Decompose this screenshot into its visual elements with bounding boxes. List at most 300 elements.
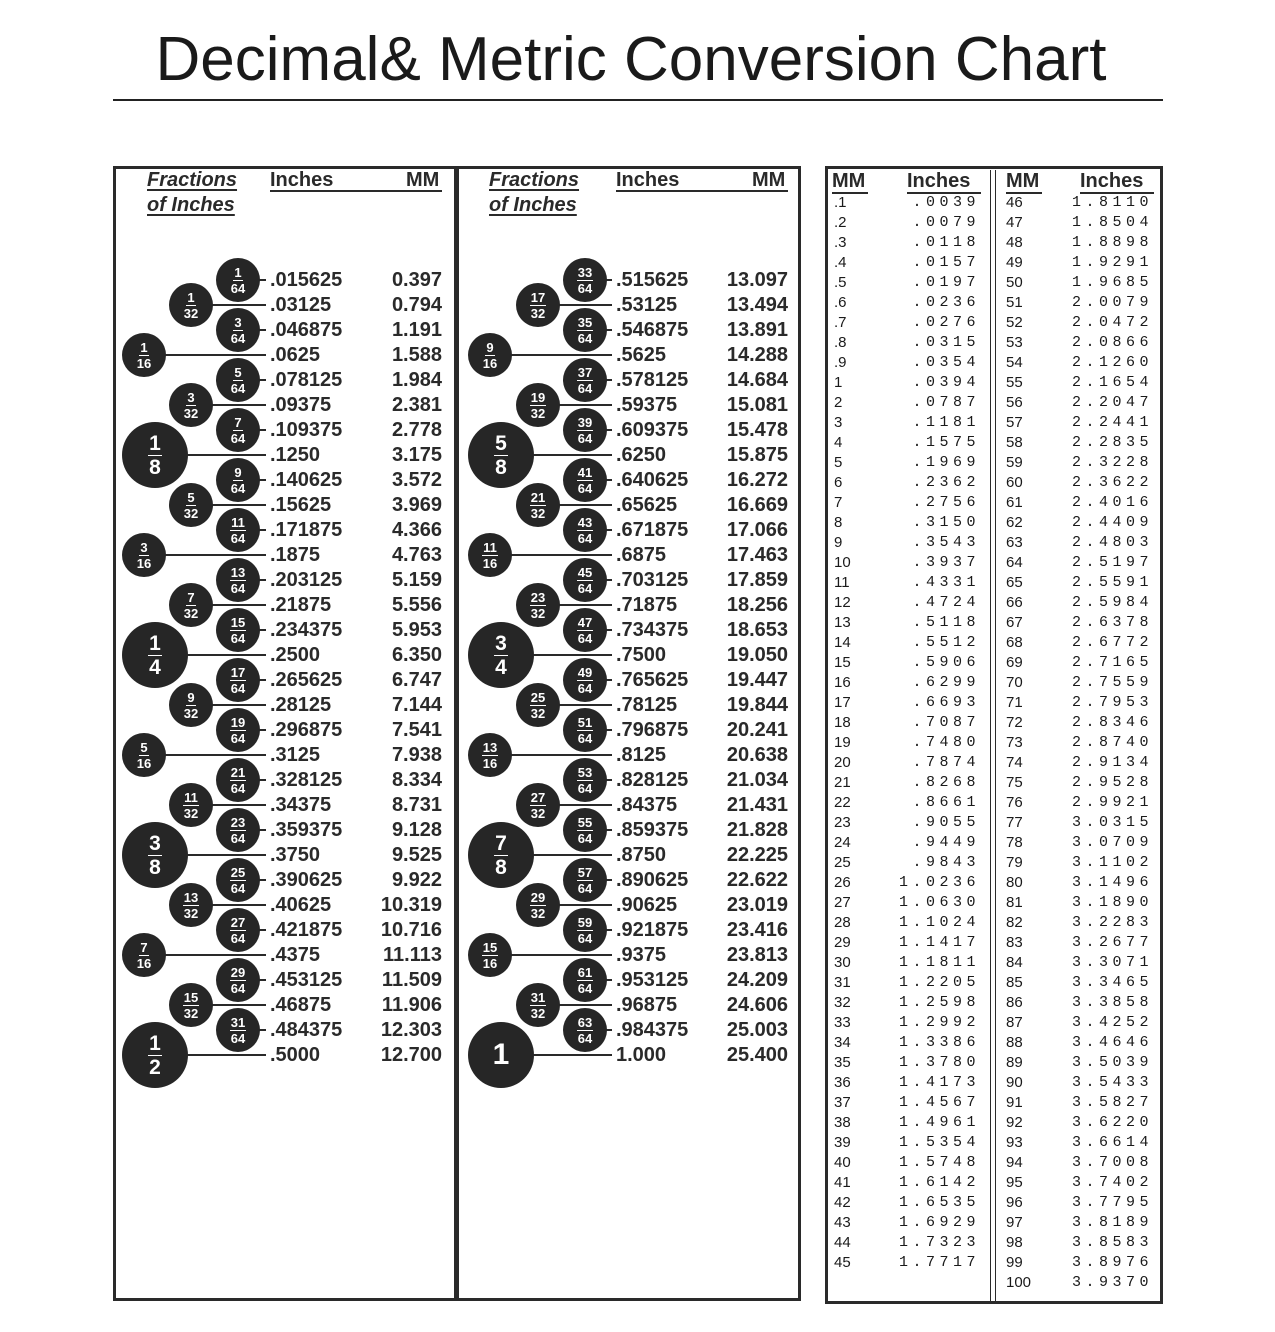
fraction-denominator: 64	[577, 880, 593, 896]
decimal-inches: .234375	[270, 619, 343, 641]
fraction-denominator: 32	[183, 305, 199, 321]
mm-value: 20	[834, 754, 851, 771]
inches-value: .0079	[912, 214, 980, 231]
decimal-inches: .21875	[270, 594, 332, 616]
decimal-inches: .4375	[270, 944, 321, 966]
mm-header: MM	[406, 169, 440, 191]
millimeters: 17.463	[726, 544, 788, 566]
inches-value: 2.7953	[1071, 694, 1153, 711]
mm-value: 92	[1006, 1114, 1023, 1131]
decimal-inches: .734375	[616, 619, 689, 641]
leader-line	[530, 854, 612, 856]
mm-value: 66	[1006, 594, 1023, 611]
fraction-numerator: 5	[187, 489, 195, 505]
inches-value: 3.2677	[1071, 934, 1153, 951]
fraction-circle	[122, 622, 188, 688]
mm-value: 14	[834, 634, 851, 651]
inches-value: 3.5433	[1071, 1074, 1153, 1091]
fraction-numerator: 15	[482, 939, 498, 955]
fraction-numerator: 23	[530, 589, 546, 605]
decimal-inches: .2500	[270, 644, 321, 666]
fraction-numerator: 13	[183, 889, 199, 905]
fraction-circle	[122, 822, 188, 888]
millimeters: 20.241	[726, 719, 788, 741]
fraction-circle	[516, 883, 560, 927]
inches-value: 1.8898	[1071, 234, 1153, 251]
mm-value: 65	[1006, 574, 1023, 591]
fraction-numerator: 63	[577, 1014, 593, 1030]
fraction-numerator: 41	[577, 464, 593, 480]
fraction-denominator: 4	[495, 655, 507, 679]
inches-header: Inches	[616, 168, 788, 192]
inches-value: .0354	[912, 354, 980, 371]
mm-value: 84	[1006, 954, 1023, 971]
millimeters: 15.081	[726, 394, 788, 416]
decimal-inches: .578125	[616, 369, 689, 391]
mm-value: 90	[1006, 1074, 1023, 1091]
fraction-circle	[169, 283, 213, 327]
inches-value: 2.9921	[1071, 794, 1153, 811]
inches-value: 3.5039	[1071, 1054, 1153, 1071]
fraction-numerator: 31	[230, 1014, 246, 1030]
decimal-inches: .90625	[616, 894, 678, 916]
fraction-numerator: 1	[234, 264, 242, 280]
fraction-numerator: 1	[187, 289, 195, 305]
mm-value: 78	[1006, 834, 1023, 851]
mm-value: 39	[834, 1134, 851, 1151]
fraction-circle	[216, 858, 260, 902]
inches-value: .0157	[912, 254, 980, 271]
inches-value: .5118	[912, 614, 980, 631]
mm-value: 82	[1006, 914, 1023, 931]
millimeters: 0.794	[391, 294, 442, 316]
decimal-inches: .09375	[270, 394, 332, 416]
fraction-denominator: 8	[149, 455, 161, 479]
mm-value: 19	[834, 734, 851, 751]
inches-value: 1.9685	[1071, 274, 1153, 291]
inches-value: 3.0315	[1071, 814, 1153, 831]
leader-line	[184, 854, 266, 856]
fraction-numerator: 19	[230, 714, 246, 730]
mm-value: 99	[1006, 1254, 1023, 1271]
inches-value: 2.2835	[1071, 434, 1153, 451]
fraction-circle	[169, 983, 213, 1027]
fraction-circle	[122, 733, 166, 777]
mm-value: 77	[1006, 814, 1023, 831]
fraction-circle	[216, 308, 260, 352]
fraction-denominator: 64	[577, 830, 593, 846]
fraction-numerator: 13	[482, 739, 498, 755]
millimeters: 14.288	[726, 344, 788, 366]
inches-value: 3.9370	[1071, 1274, 1153, 1291]
inches-value: .3543	[912, 534, 980, 551]
fraction-numerator: 17	[230, 664, 246, 680]
fraction-numerator: 17	[530, 289, 546, 305]
millimeters: 24.209	[726, 969, 788, 991]
fraction-denominator: 64	[577, 630, 593, 646]
inches-value: 2.0866	[1071, 334, 1153, 351]
inches-value: 3.0709	[1071, 834, 1153, 851]
fraction-circle	[216, 408, 260, 452]
mm-value: 7	[834, 494, 843, 511]
decimal-inches: .84375	[616, 794, 678, 816]
fraction-numerator: 3	[234, 314, 242, 330]
leader-line	[556, 904, 612, 906]
mm-value: 73	[1006, 734, 1023, 751]
decimal-inches: .171875	[270, 519, 343, 541]
leader-line	[508, 554, 612, 556]
fraction-denominator: 16	[482, 355, 498, 371]
inches-value: 2.9134	[1071, 754, 1153, 771]
mm-value: 86	[1006, 994, 1023, 1011]
fraction-numerator: 5	[234, 364, 242, 380]
mm-value: 25	[834, 854, 851, 871]
fraction-denominator: 64	[577, 780, 593, 796]
inches-value: 1.4173	[898, 1074, 980, 1091]
decimal-inches: .390625	[270, 869, 343, 891]
decimal-inches: .046875	[270, 319, 343, 341]
fraction-denominator: 32	[183, 605, 199, 621]
inches-value: .1969	[912, 454, 980, 471]
mm-value: 40	[834, 1154, 851, 1171]
inches-value: .5512	[912, 634, 980, 651]
inches-value: 2.5591	[1071, 574, 1153, 591]
inches-value: .6693	[912, 694, 980, 711]
millimeters: 6.350	[391, 644, 442, 666]
millimeters: 13.494	[726, 294, 788, 316]
page-title: Decimal& Metric Conversion Chart	[155, 25, 1107, 94]
inches-value: 1.1024	[898, 914, 980, 931]
mm-value: 62	[1006, 514, 1023, 531]
inches-value: 2.8346	[1071, 714, 1153, 731]
decimal-inches: .796875	[616, 719, 689, 741]
inches-value: .5906	[912, 654, 980, 671]
decimal-inches: .921875	[616, 919, 689, 941]
leader-line	[162, 954, 266, 956]
mm-value: 81	[1006, 894, 1023, 911]
millimeters: 15.875	[726, 444, 788, 466]
fraction-numerator: 3	[495, 631, 507, 655]
fraction-numerator: 29	[530, 889, 546, 905]
inches-value: 2.8740	[1071, 734, 1153, 751]
fraction-circle	[468, 822, 534, 888]
millimeters: 2.381	[391, 394, 442, 416]
inches-value: 1.2598	[898, 994, 980, 1011]
millimeters: 4.366	[391, 519, 442, 541]
fraction-circle	[468, 533, 512, 577]
mm-value: 67	[1006, 614, 1023, 631]
mm-value: 42	[834, 1194, 851, 1211]
fraction-denominator: 8	[149, 855, 161, 879]
fraction-denominator: 32	[530, 805, 546, 821]
inches-value: 1.5354	[898, 1134, 980, 1151]
mm-value: 38	[834, 1114, 851, 1131]
decimal-inches: .296875	[270, 719, 343, 741]
mm-value: .2	[834, 214, 847, 231]
fraction-denominator: 32	[530, 705, 546, 721]
millimeters: 3.572	[391, 469, 442, 491]
mm-value: 57	[1006, 414, 1023, 431]
inches-value: 1.7323	[898, 1234, 980, 1251]
mm-value: 36	[834, 1074, 851, 1091]
decimal-inches: .328125	[270, 769, 343, 791]
inches-value: 1.6535	[898, 1194, 980, 1211]
mm-value: 89	[1006, 1054, 1023, 1071]
decimal-inches: .59375	[616, 394, 678, 416]
fractions-header: Fractions	[147, 169, 238, 191]
mm-value: 16	[834, 674, 851, 691]
fraction-numerator: 29	[230, 964, 246, 980]
decimal-inches: .546875	[616, 319, 689, 341]
fraction-circle	[169, 683, 213, 727]
fraction-denominator: 32	[183, 905, 199, 921]
fraction-circle	[468, 422, 534, 488]
inches-value: .9055	[912, 814, 980, 831]
mm-value: 59	[1006, 454, 1023, 471]
mm-value: 98	[1006, 1234, 1023, 1251]
mm-value: 12	[834, 594, 851, 611]
mm-value: 41	[834, 1174, 851, 1191]
decimal-inches: .890625	[616, 869, 689, 891]
mm-value: .6	[834, 294, 847, 311]
fraction-denominator: 64	[230, 830, 246, 846]
mm-value: 83	[1006, 934, 1023, 951]
mm-value: 10	[834, 554, 851, 571]
fraction-denominator: 64	[577, 1030, 593, 1046]
inches-value: 3.3465	[1071, 974, 1153, 991]
fraction-denominator: 64	[230, 280, 246, 296]
inches-value: 1.4567	[898, 1094, 980, 1111]
inches-value: 1.3386	[898, 1034, 980, 1051]
fraction-denominator: 16	[482, 555, 498, 571]
fraction-denominator: 64	[577, 680, 593, 696]
fraction-numerator: 15	[230, 614, 246, 630]
leader-line	[162, 554, 266, 556]
millimeters: 15.478	[726, 419, 788, 441]
leader-line	[556, 704, 612, 706]
fraction-numerator: 49	[577, 664, 593, 680]
inches-value: 2.0079	[1071, 294, 1153, 311]
fraction-denominator: 32	[530, 905, 546, 921]
fraction-circle	[563, 758, 607, 802]
fraction-denominator: 64	[230, 880, 246, 896]
leader-line	[162, 754, 266, 756]
decimal-inches: .828125	[616, 769, 689, 791]
fraction-numerator: 61	[577, 964, 593, 980]
mm-table-divider	[990, 170, 991, 1302]
fraction-numerator: 1	[149, 1031, 161, 1055]
mm-value: 48	[1006, 234, 1023, 251]
mm-value: 60	[1006, 474, 1023, 491]
fraction-denominator: 64	[577, 580, 593, 596]
fraction-circle	[516, 383, 560, 427]
mm-value: 1	[834, 374, 843, 391]
fraction-denominator: 64	[230, 780, 246, 796]
inches-value: .2362	[912, 474, 980, 491]
millimeters: 13.097	[726, 269, 788, 291]
fraction-numerator: 15	[183, 989, 199, 1005]
millimeters: 10.319	[380, 894, 442, 916]
inches-value: 3.4646	[1071, 1034, 1153, 1051]
inches-header: Inches	[1080, 170, 1154, 194]
mm-header: MM	[832, 170, 868, 194]
inches-value: 2.5984	[1071, 594, 1153, 611]
fraction-denominator: 16	[136, 955, 152, 971]
mm-value: .4	[834, 254, 847, 271]
inches-value: .1181	[912, 414, 980, 431]
fraction-numerator: 37	[577, 364, 593, 380]
decimal-inches: .078125	[270, 369, 343, 391]
mm-value: 21	[834, 774, 851, 791]
fraction-circle	[216, 608, 260, 652]
fraction-circle	[216, 358, 260, 402]
mm-value: 74	[1006, 754, 1023, 771]
fraction-denominator: 16	[482, 955, 498, 971]
inches-value: 3.1890	[1071, 894, 1153, 911]
fraction-numerator: 55	[577, 814, 593, 830]
inches-value: .0276	[912, 314, 980, 331]
fraction-circle	[216, 808, 260, 852]
mm-value: 26	[834, 874, 851, 891]
fraction-circle	[468, 333, 512, 377]
millimeters: 9.128	[391, 819, 442, 841]
mm-value: .3	[834, 234, 847, 251]
inches-value: 1.0236	[898, 874, 980, 891]
mm-value: 5	[834, 454, 843, 471]
inches-value: .0315	[912, 334, 980, 351]
fraction-denominator: 32	[530, 405, 546, 421]
inches-value: 2.2441	[1071, 414, 1153, 431]
fraction-denominator: 8	[495, 455, 507, 479]
decimal-inches: .9375	[616, 944, 667, 966]
inches-value: 3.8583	[1071, 1234, 1153, 1251]
fraction-numerator: 9	[486, 339, 494, 355]
millimeters: 20.638	[726, 744, 788, 766]
inches-value: 1.1811	[898, 954, 980, 971]
mm-value: 75	[1006, 774, 1023, 791]
mm-value: 56	[1006, 394, 1023, 411]
mm-value: 30	[834, 954, 851, 971]
mm-value: 9	[834, 534, 843, 551]
inches-value: 1.5748	[898, 1154, 980, 1171]
fraction-numerator: 3	[149, 831, 161, 855]
millimeters: 18.256	[726, 594, 788, 616]
inches-value: 1.6929	[898, 1214, 980, 1231]
fraction-numerator: 39	[577, 414, 593, 430]
millimeters: 12.303	[380, 1019, 442, 1041]
fraction-numerator: 3	[187, 389, 195, 405]
millimeters: 23.019	[726, 894, 788, 916]
mm-value: 13	[834, 614, 851, 631]
fraction-denominator: 64	[577, 930, 593, 946]
decimal-inches: .03125	[270, 294, 332, 316]
decimal-inches: .7500	[616, 644, 667, 666]
mm-value: 68	[1006, 634, 1023, 651]
inches-value: .0118	[912, 234, 980, 251]
decimal-inches: .3750	[270, 844, 321, 866]
mm-value: 45	[834, 1254, 851, 1271]
leader-line	[556, 304, 612, 306]
fraction-denominator: 16	[482, 755, 498, 771]
fraction-circle	[563, 458, 607, 502]
fraction-numerator: 27	[230, 914, 246, 930]
fraction-denominator: 64	[230, 330, 246, 346]
inches-value: 2.4803	[1071, 534, 1153, 551]
inches-value: 3.7795	[1071, 1194, 1153, 1211]
mm-value: 96	[1006, 1194, 1023, 1211]
fraction-numerator: 11	[483, 539, 497, 555]
decimal-inches: .3125	[270, 744, 321, 766]
fraction-circle	[216, 1008, 260, 1052]
millimeters: 17.859	[726, 569, 788, 591]
mm-value: 18	[834, 714, 851, 731]
millimeters: 6.747	[391, 669, 442, 691]
decimal-inches: .46875	[270, 994, 332, 1016]
fraction-circle	[563, 1008, 607, 1052]
fraction-numerator: 3	[140, 539, 148, 555]
fraction-numerator: 53	[577, 764, 593, 780]
mm-value: 93	[1006, 1134, 1023, 1151]
millimeters: 22.225	[726, 844, 788, 866]
fraction-denominator: 64	[230, 1030, 246, 1046]
mm-value: 55	[1006, 374, 1023, 391]
leader-line	[556, 804, 612, 806]
fraction-denominator: 64	[230, 530, 246, 546]
mm-value: 11	[834, 574, 850, 591]
mm-value: 8	[834, 514, 843, 531]
inches-value: .7874	[912, 754, 980, 771]
fraction-circle	[122, 533, 166, 577]
mm-value: 70	[1006, 674, 1023, 691]
decimal-inches: .78125	[616, 694, 678, 716]
inches-value: 1.9291	[1071, 254, 1153, 271]
millimeters: 16.669	[726, 494, 788, 516]
mm-value: 28	[834, 914, 851, 931]
fraction-circle	[563, 808, 607, 852]
mm-value: 33	[834, 1014, 851, 1031]
leader-line	[556, 1004, 612, 1006]
inches-value: .7480	[912, 734, 980, 751]
mm-value: 35	[834, 1054, 851, 1071]
leader-line	[209, 804, 266, 806]
inches-value: .7087	[912, 714, 980, 731]
millimeters: 9.525	[391, 844, 442, 866]
fraction-denominator: 64	[577, 480, 593, 496]
millimeters: 24.606	[726, 994, 788, 1016]
leader-line	[209, 404, 266, 406]
inches-value: .0197	[912, 274, 980, 291]
inches-value: 1.0630	[898, 894, 980, 911]
mm-value: 63	[1006, 534, 1023, 551]
decimal-inches: .609375	[616, 419, 689, 441]
fractions-header-sub: of Inches	[489, 194, 577, 216]
inches-value: .8661	[912, 794, 980, 811]
inches-value: 3.4252	[1071, 1014, 1153, 1031]
mm-value: 2	[834, 394, 843, 411]
fraction-denominator: 32	[183, 805, 199, 821]
fraction-denominator: 64	[230, 380, 246, 396]
fraction-numerator: 7	[495, 831, 507, 855]
fraction-circle	[563, 558, 607, 602]
mm-value: 37	[834, 1094, 851, 1111]
leader-line	[184, 654, 266, 656]
millimeters: 4.763	[391, 544, 442, 566]
fraction-denominator: 32	[530, 305, 546, 321]
fraction-circle	[216, 258, 260, 302]
mm-value: 31	[834, 974, 851, 991]
inches-value: 2.5197	[1071, 554, 1153, 571]
mm-value: .7	[834, 314, 847, 331]
